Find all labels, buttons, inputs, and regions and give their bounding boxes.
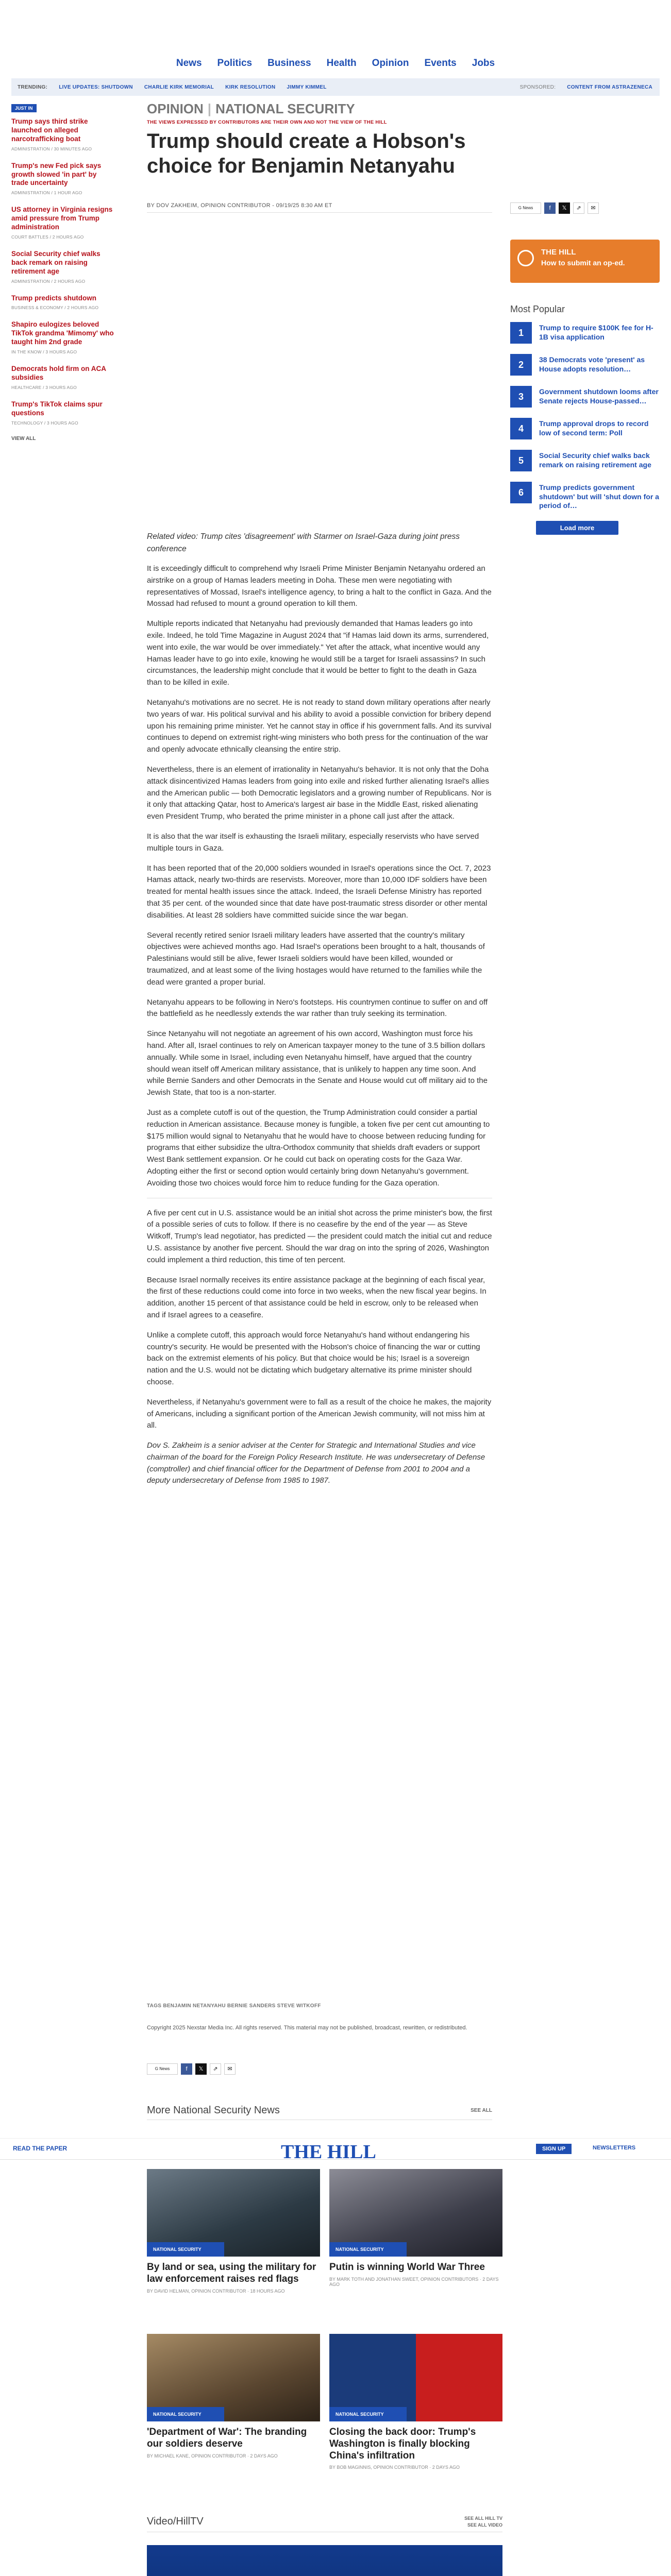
sidebar-meta: ADMINISTRATION / 2 HOURS AGO <box>11 278 86 284</box>
story-card[interactable] <box>147 2334 320 2470</box>
paragraph: It is exceedingly difficult to comprehend why Israeli Prime Minister Benjamin Netanyahu ordered an airstrike on a group of Hamas leaders meeting in Doha. These men were negotiating with representatives of Mossad, Israel's intelligence agency, to bring a halt to the conflict in Gaza. And the Mossad had refused to mount a ground operation to kill them. <box>147 564 492 608</box>
article-title: Trump should create a Hobson's choice for Benjamin Netanyahu <box>147 130 466 177</box>
sponsored-link[interactable]: CONTENT FROM ASTRAZENECA <box>567 84 652 90</box>
rank-badge: 2 <box>510 354 532 376</box>
card-headline[interactable]: By land or sea, using the military for law enforcement raises red flags <box>147 2262 316 2284</box>
popular-item[interactable] <box>510 386 660 408</box>
email-icon[interactable]: ✉ <box>588 202 599 214</box>
card-headline[interactable]: 'Department of War': The branding our soldiers deserve <box>147 2427 307 2449</box>
related-video-link[interactable]: Related video: Trump cites 'disagreement' with Starmer on Israel-Gaza during joint press conference <box>147 532 460 553</box>
sidebar-story[interactable] <box>11 117 114 151</box>
tags-row[interactable]: TAGS BENJAMIN NETANYAHU BERNIE SANDERS STEVE WITKOFF <box>147 2003 321 2009</box>
nav-jobs[interactable]: Jobs <box>472 58 495 69</box>
paragraph: Nevertheless, if Netanyahu's government were to fall as a result of the choice he makes, the majority of Americans, including a significant portion of the American Jewish community, will not miss him at all. <box>147 1397 492 1430</box>
category-label: NATIONAL SECURITY <box>147 2242 224 2257</box>
copyright: Copyright 2025 Nexstar Media Inc. All rights reserved. This material may not be published, broadcast, rewritten, or redistributed. <box>147 2025 467 2031</box>
op-ed-promo[interactable] <box>510 240 660 283</box>
hill-bar <box>0 2138 671 2163</box>
sidebar-story[interactable] <box>11 206 114 240</box>
sidebar-headline[interactable]: Democrats hold firm on ACA subsidies <box>11 365 106 381</box>
see-all-link[interactable]: SEE ALL <box>471 2108 492 2113</box>
share-bar <box>510 202 599 214</box>
most-popular-heading: Most Popular <box>510 304 565 314</box>
card-headline[interactable]: Putin is winning World War Three <box>329 2262 485 2273</box>
trending-link[interactable]: JIMMY KIMMEL <box>287 84 327 90</box>
card-meta: BY MARK TOTH AND JONATHAN SWEET, OPINION CONTRIBUTORS · 2 DAYS AGO <box>329 2276 499 2287</box>
sidebar-story[interactable] <box>11 294 114 311</box>
sidebar-meta: HEALTHCARE / 3 HOURS AGO <box>11 384 77 390</box>
card-meta: BY MICHAEL KANE, OPINION CONTRIBUTOR · 2 DAYS AGO <box>147 2453 278 2459</box>
site-header <box>0 0 671 82</box>
nav-business[interactable]: Business <box>267 58 311 69</box>
section-heading: More National Security News <box>147 2105 280 2116</box>
sidebar-meta: BUSINESS & ECONOMY / 2 HOURS AGO <box>11 305 99 311</box>
byline: BY DOV ZAKHEIM, OPINION CONTRIBUTOR - 09/19/25 8:30 AM ET <box>147 202 332 209</box>
sidebar-meta: TECHNOLOGY / 3 HOURS AGO <box>11 420 78 426</box>
card-headline[interactable]: Closing the back door: Trump's Washington is finally blocking China's infiltration <box>329 2427 476 2461</box>
sidebar-headline[interactable]: US attorney in Virginia resigns amid pressure from Trump administration <box>11 206 113 231</box>
popular-headline[interactable]: Social Security chief walks back remark on raising retirement age <box>539 451 651 469</box>
category-label: NATIONAL SECURITY <box>147 2407 224 2421</box>
x-icon[interactable]: 𝕏 <box>559 202 570 214</box>
story-card[interactable] <box>329 2169 502 2294</box>
paragraph: Because Israel normally receives its entire assistance package at the beginning of each fiscal year, the first of these reductions could come into force in two weeks, when the new fiscal year begins. In addition, another 15 percent of that assistance could be held in escrow, only to be released when and if Israel agrees to a ceasefire. <box>147 1275 487 1319</box>
sign-up-button[interactable]: SIGN UP <box>536 2144 572 2154</box>
author-bio: Dov S. Zakheim is a senior adviser at the Center for Strategic and International Studies and vice chairman of the board for the Foreign Policy Research Institute. He was undersecretary of Defense (comptroller) and chief financial officer for the Department of Defense from 2001 to 2004 and a deputy undersecretary of Defense from 1985 to 1987. <box>147 1441 485 1485</box>
sidebar-story[interactable] <box>11 365 114 390</box>
paragraph: Multiple reports indicated that Netanyahu had previously demanded that Hamas leaders go into exile. Indeed, he told Time Magazine in August 2024 that "if Hamas laid down its arms, surrendered, went into exile, the war would be over immediately." Yet after the attack, what incentive would any Hamas leader have to go into exile, knowing he would still be a target for Israeli assassins? In such circumstances, the leadership might conclude that it would be better to fight to the death in Gaza than to be killed in exile. <box>147 619 489 687</box>
nav-health[interactable]: Health <box>326 58 357 69</box>
load-more-button[interactable]: Load more <box>536 521 618 535</box>
card-meta: BY BOB MAGINNIS, OPINION CONTRIBUTOR · 2 DAYS AGO <box>329 2465 460 2470</box>
paragraph: Since Netanyahu will not negotiate an agreement of his own accord, Washington must force his hand. After all, Israel continues to rely on American taxpayer money to the tune of 3.5 billion dollars annually. While some in Israel, including even Netanyahu himself, have argued that the country should wean itself off American military assistance, that is unlikely to happen any time soon. And while Bernie Sanders and other Democrats in the Senate and House would cut off military aid to the Jewish State, that too is a non-starter. <box>147 1029 488 1097</box>
sidebar-headline[interactable]: Social Security chief walks back remark on raising retirement age <box>11 249 100 275</box>
just-in-sidebar <box>11 103 114 442</box>
popular-item[interactable] <box>510 418 660 439</box>
main-video-player[interactable] <box>147 2545 502 2576</box>
category-label: NATIONAL SECURITY <box>329 2242 407 2257</box>
share-link-icon[interactable]: ⇗ <box>573 202 584 214</box>
popular-item[interactable] <box>510 322 660 344</box>
trending-link[interactable]: KIRK RESOLUTION <box>225 84 276 90</box>
email-icon[interactable]: ✉ <box>224 2063 236 2075</box>
rank-badge: 1 <box>510 322 532 344</box>
story-image[interactable] <box>329 2169 502 2257</box>
read-paper-link[interactable]: READ THE PAPER <box>13 2145 68 2152</box>
popular-headline[interactable]: 38 Democrats vote 'present' as House adopts resolution… <box>539 355 645 373</box>
opinion-disclaimer: THE VIEWS EXPRESSED BY CONTRIBUTORS ARE THEIR OWN AND NOT THE VIEW OF THE HILL <box>147 120 387 125</box>
google-news-icon[interactable]: G News <box>147 2063 178 2075</box>
see-all-video-links[interactable]: SEE ALL HILL TV SEE ALL VIDEO <box>464 2516 502 2528</box>
sidebar-story[interactable] <box>11 250 114 284</box>
card-row <box>147 2334 502 2470</box>
article-kicker <box>147 101 355 117</box>
trending-label: TRENDING: <box>18 84 48 90</box>
newsletters-link[interactable]: NEWSLETTERS <box>593 2145 636 2151</box>
rank-badge: 4 <box>510 418 532 439</box>
rank-badge: 5 <box>510 450 532 471</box>
paragraph: It has been reported that of the 20,000 soldiers wounded in Israel's operations since the Oct. 7, 2023 Hamas attack, nearly two-thirds are reservists. Moreover, more than 10,000 IDF soldiers have been treated for mental health issues since the attack. Indeed, the Israeli Defense Ministry has reported that 35 per cent. of the wounded since that date have post-traumatic stress disorder or other mental disabilities. At least 28 soldiers have committed suicide since the war began. <box>147 863 491 920</box>
share-bar-bottom <box>147 2063 236 2075</box>
video-heading: Video/HillTV <box>147 2516 204 2527</box>
sidebar-headline[interactable]: Shapiro eulogizes beloved TikTok grandma 'Mimomy' who taught him 2nd grade <box>11 320 114 346</box>
paragraph: Netanyahu's motivations are no secret. He is not ready to stand down military operations after nearly two years of war. His political survival and his ability to avoid a possible conviction for bribery depend upon his remaining prime minister. Yet he cannot stay in office if his government falls. And its survival continues to depend on extremist right-wing ministers who both press for the continuation of the war and openly advocate ethnically cleansing the entire strip. <box>147 698 492 754</box>
most-popular <box>510 304 660 535</box>
story-image[interactable] <box>147 2169 320 2257</box>
popular-item[interactable] <box>510 450 660 471</box>
view-all-link[interactable]: VIEW ALL <box>11 435 36 442</box>
divider <box>147 212 492 213</box>
popular-headline[interactable]: Trump to require $100K fee for H-1B visa application <box>539 324 653 341</box>
paragraph: Unlike a complete cutoff, this approach would force Netanyahu's hand without endangering his country's security. He would be presented with the Hobson's choice of financing the war or cutting back on the extremist elements of his policy. But that choice would be his; Israel is a sovereign nation and the U.S. would not be dictating which budgetary alternative its prime minister should choose. <box>147 1330 480 1386</box>
kicker-separator: | <box>207 101 212 116</box>
more-national-security <box>147 2105 492 2120</box>
card-row <box>147 2169 502 2294</box>
article-body <box>147 531 492 1495</box>
nav-opinion[interactable]: Opinion <box>372 58 409 69</box>
promo-text: How to submit an op-ed. <box>541 259 625 267</box>
promo-icon <box>517 250 534 266</box>
nav-politics[interactable]: Politics <box>217 58 253 69</box>
paragraph: Nevertheless, there is an element of irrationality in Netanyahu's behavior. It is not only that the Doha attack disincentivized Hamas leaders from going into exile and risked further alienating Israel's allies and the American public — both Democratic legislators and a growing number of Republicans. Nor is it only that attacking Qatar, host to America's largest air base in the Middle East, risked alienating even President Trump, who berated the prime minister in a phone call just after the attack. <box>147 765 492 821</box>
popular-item[interactable] <box>510 354 660 376</box>
popular-headline[interactable]: Government shutdown looms after Senate rejects House-passed… <box>539 387 659 405</box>
share-link-icon[interactable]: ⇗ <box>210 2063 221 2075</box>
main-nav <box>0 58 671 69</box>
nav-events[interactable]: Events <box>424 58 457 69</box>
trending-bar <box>11 78 660 96</box>
rank-badge: 6 <box>510 482 532 503</box>
sponsored-label: SPONSORED: <box>519 84 556 90</box>
paragraph: Several recently retired senior Israeli military leaders have asserted that the country's military objectives were achieved months ago. Had Israel's operations been brought to a halt, thousands of Palestinians would still be alive, fewer Israeli soldiers would have been killed, wounded or traumatized, and at least some of the living hostages would have returned to the families while the dead were granted a proper burial. <box>147 930 485 987</box>
sidebar-story[interactable] <box>11 162 114 196</box>
paragraph: Netanyahu appears to be following in Nero's footsteps. His countrymen continue to suffer on and off the battlefield as he needlessly extends the war rather than truly seeking its termination. <box>147 997 488 1019</box>
sidebar-meta: ADMINISTRATION / 1 HOUR AGO <box>11 190 82 196</box>
sidebar-headline[interactable]: Trump says third strike launched on alleged narcotrafficking boat <box>11 117 88 143</box>
rank-badge: 3 <box>510 386 532 408</box>
category-label: NATIONAL SECURITY <box>329 2407 407 2421</box>
trending-link[interactable]: LIVE UPDATES: SHUTDOWN <box>59 84 133 90</box>
popular-headline[interactable]: Trump predicts government shutdown' but will 'shut down for a period of… <box>539 483 659 510</box>
sidebar-story[interactable] <box>11 400 114 426</box>
just-in-tag: JUST IN <box>11 104 37 112</box>
story-card[interactable] <box>329 2334 502 2470</box>
story-card[interactable] <box>147 2169 320 2294</box>
paragraph: Just as a complete cutoff is out of the question, the Trump Administration could consider a partial reduction in American assistance. Because money is fungible, a token five per cent cut amounting to $175 million would signal to Netanyahu that he would have to choose between reducing funding for programs that either subsidize the ultra-Orthodox community that shields draft evaders or support West Bank settlement expansion. Or he could cut back on operating costs for the Gaza War. Adopting either the first or second option would certainly bring down Netanyahu's government. Avoiding those two choices would force him to reduce funding for the Gaza operation. <box>147 1108 490 1188</box>
nav-news[interactable]: News <box>176 58 202 69</box>
story-image[interactable] <box>329 2334 502 2421</box>
trending-link[interactable]: CHARLIE KIRK MEMORIAL <box>144 84 214 90</box>
video-section <box>147 2514 502 2532</box>
hill-logo[interactable]: THE HILL <box>281 2141 376 2163</box>
sidebar-meta: IN THE KNOW / 3 HOURS AGO <box>11 349 77 354</box>
popular-item[interactable] <box>510 482 660 511</box>
sidebar-meta: ADMINISTRATION / 30 MINUTES AGO <box>11 146 92 151</box>
sidebar-headline[interactable]: Trump predicts shutdown <box>11 294 97 302</box>
popular-headline[interactable]: Trump approval drops to record low of second term: Poll <box>539 419 649 437</box>
x-icon[interactable]: 𝕏 <box>195 2063 207 2075</box>
paragraph: A five per cent cut in U.S. assistance would be an initial shot across the prime minister's bow, the first of a possible series of cuts to follow. If there is no ceasefire by the end of the year — as Steve Witkoff, Trump's lead negotiator, has predicted — the president could match the initial cut and reduce U.S. assistance by another five percent. Should the war drag on into the spring of 2026, Washington could implement a third reduction, this time of ten percent. <box>147 1208 492 1264</box>
facebook-icon[interactable]: f <box>544 202 556 214</box>
section-link[interactable]: OPINION <box>147 101 204 116</box>
paragraph: It is also that the war itself is exhausting the Israeli military, especially reservists who have served multiple tours in Gaza. <box>147 832 479 853</box>
sidebar-meta: COURT BATTLES / 2 HOURS AGO <box>11 234 84 240</box>
sidebar-headline[interactable]: Trump's TikTok claims spur questions <box>11 400 103 417</box>
promo-brand: THE HILL <box>541 248 576 257</box>
sidebar-story[interactable] <box>11 320 114 354</box>
google-news-icon[interactable]: G News <box>510 202 541 214</box>
subsection-link[interactable]: NATIONAL SECURITY <box>215 101 355 116</box>
story-image[interactable] <box>147 2334 320 2421</box>
facebook-icon[interactable]: f <box>181 2063 192 2075</box>
card-meta: BY DAVID HELMAN, OPINION CONTRIBUTOR · 18 HOURS AGO <box>147 2288 285 2294</box>
sidebar-headline[interactable]: Trump's new Fed pick says growth slowed 'in part' by trade uncertainty <box>11 161 102 187</box>
